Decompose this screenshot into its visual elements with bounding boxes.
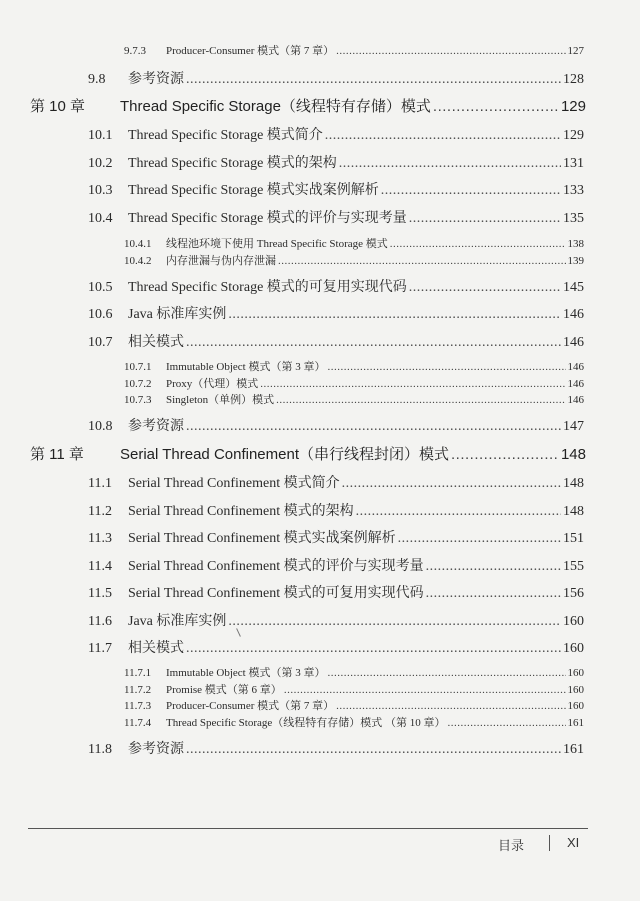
chapter-number: 第 10 章 <box>30 98 86 115</box>
entry-page: 131 <box>563 156 584 171</box>
chapter-title: Serial Thread Confinement（串行线程封闭）模式 <box>120 446 449 463</box>
entry-number: 10.5 <box>88 280 113 295</box>
leader-dots <box>327 667 565 679</box>
toc-entry <box>88 331 584 351</box>
toc-entry <box>88 179 584 199</box>
entry-page: 146 <box>567 361 584 373</box>
entry-title: Serial Thread Confinement 模式简介 <box>128 476 340 491</box>
entry-title: Thread Specific Storage 模式的可复用实现代码 <box>128 280 407 295</box>
entry-title: Thread Specific Storage 模式实战案例解析 <box>128 183 379 198</box>
entry-page: 139 <box>567 255 584 267</box>
leader-dots <box>327 361 565 373</box>
entry-number: 10.4 <box>88 211 113 226</box>
entry-number: 10.7.2 <box>124 378 152 390</box>
entry-number: 10.3 <box>88 183 113 198</box>
entry-page: 156 <box>563 586 584 601</box>
entry-page: 127 <box>567 45 584 57</box>
entry-page: 146 <box>563 335 584 350</box>
entry-number: 10.8 <box>88 419 113 434</box>
chapter-number: 第 11 章 <box>30 446 84 463</box>
entry-number: 9.7.3 <box>124 45 146 57</box>
footer-page-number: XI <box>567 835 580 850</box>
entry-title: 参考资源 <box>128 419 184 434</box>
entry-title: 参考资源 <box>128 72 184 87</box>
entry-title: Thread Specific Storage 模式的评价与实现考量 <box>128 211 407 226</box>
toc-entry <box>124 681 584 697</box>
entry-number: 10.7.1 <box>124 361 152 373</box>
entry-number: 11.3 <box>88 531 112 546</box>
entry-number: 11.1 <box>88 476 112 491</box>
entry-page: 138 <box>567 238 584 250</box>
leader-dots <box>409 211 561 227</box>
entry-page: 151 <box>563 531 584 546</box>
entry-number: 11.7.3 <box>124 700 152 712</box>
entry-title: Serial Thread Confinement 模式的架构 <box>128 504 354 519</box>
leader-dots <box>342 476 561 492</box>
leader-dots <box>186 742 561 758</box>
entry-title: Thread Specific Storage（线程特有存储）模式 （第 10 章） <box>166 717 446 729</box>
entry-number: 11.7.4 <box>124 717 152 729</box>
leader-dots <box>448 717 566 729</box>
entry-title: Thread Specific Storage 模式的架构 <box>128 156 337 171</box>
leader-dots <box>390 238 566 250</box>
toc-chapter <box>30 443 586 464</box>
toc-entry <box>124 375 584 391</box>
entry-page: 148 <box>563 504 584 519</box>
entry-number: 9.8 <box>88 72 106 87</box>
leader-dots <box>228 307 561 323</box>
entry-page: 160 <box>567 667 584 679</box>
footer-separator <box>549 835 550 851</box>
toc-entry <box>88 610 584 630</box>
entry-page: 155 <box>563 559 584 574</box>
entry-number: 10.4.1 <box>124 238 152 250</box>
toc-entry <box>88 415 584 435</box>
toc-entry <box>124 664 584 680</box>
entry-title: Immutable Object 模式（第 3 章） <box>166 361 326 373</box>
toc-entry <box>88 582 584 602</box>
entry-page: 135 <box>563 211 584 226</box>
entry-title: Java 标准库实例 <box>128 614 227 629</box>
leader-dots <box>426 559 561 575</box>
toc-entry <box>124 358 584 374</box>
entry-number: 10.4.2 <box>124 255 152 267</box>
toc-entry <box>88 637 584 657</box>
entry-title: Promise 模式（第 6 章） <box>166 684 282 696</box>
toc-entry <box>88 527 584 547</box>
leader-dots <box>186 419 561 435</box>
leader-dots <box>339 156 561 172</box>
entry-title: 相关模式 <box>128 335 184 350</box>
toc-chapter <box>30 95 586 116</box>
entry-title: Proxy（代理）模式 <box>166 378 259 390</box>
entry-number: 10.7.3 <box>124 394 152 406</box>
leader-dots <box>325 128 561 144</box>
entry-title: Producer-Consumer 模式（第 7 章） <box>166 45 335 57</box>
toc-entry <box>88 276 584 296</box>
leader-dots <box>186 335 561 351</box>
chapter-page: 129 <box>560 98 586 115</box>
leader-dots <box>336 45 565 57</box>
entry-title: 相关模式 <box>128 641 184 656</box>
chapter-page: 148 <box>560 446 586 463</box>
entry-number: 11.7.1 <box>124 667 152 679</box>
entry-title: Serial Thread Confinement 模式的评价与实现考量 <box>128 559 424 574</box>
entry-page: 160 <box>567 684 584 696</box>
entry-number: 11.5 <box>88 586 112 601</box>
entry-title: Singleton（单例）模式 <box>166 394 275 406</box>
toc-entry <box>88 152 584 172</box>
entry-page: 147 <box>563 419 584 434</box>
leader-dots <box>186 72 561 88</box>
entry-page: 161 <box>563 742 584 757</box>
entry-page: 128 <box>563 72 584 87</box>
entry-page: 129 <box>563 128 584 143</box>
entry-page: 146 <box>567 378 584 390</box>
toc-entry <box>124 391 584 407</box>
toc-entry <box>88 555 584 575</box>
entry-page: 160 <box>563 641 584 656</box>
leader-dots <box>228 614 561 630</box>
entry-page: 133 <box>563 183 584 198</box>
entry-number: 11.8 <box>88 742 112 757</box>
toc-entry <box>124 252 584 268</box>
entry-title: Thread Specific Storage 模式简介 <box>128 128 323 143</box>
entry-page: 148 <box>563 476 584 491</box>
leader-dots <box>409 280 561 296</box>
entry-number: 11.4 <box>88 559 112 574</box>
entry-number: 11.7.2 <box>124 684 152 696</box>
chapter-title: Thread Specific Storage（线程特有存储）模式 <box>120 98 431 115</box>
leader-dots <box>381 183 561 199</box>
toc-entry <box>88 303 584 323</box>
toc-entry <box>88 472 584 492</box>
entry-page: 145 <box>563 280 584 295</box>
entry-title: Producer-Consumer 模式（第 7 章） <box>166 700 335 712</box>
entry-number: 10.6 <box>88 307 113 322</box>
entry-title: Java 标准库实例 <box>128 307 227 322</box>
entry-title: 参考资源 <box>128 742 184 757</box>
leader-dots <box>398 531 561 547</box>
leader-dots <box>276 394 565 406</box>
footer-label: 目录 <box>498 838 525 853</box>
toc-entry <box>88 500 584 520</box>
leader-dots <box>356 504 561 520</box>
leader-dots <box>336 700 565 712</box>
toc-entry <box>88 738 584 758</box>
toc-entry <box>124 714 584 730</box>
entry-title: Immutable Object 模式（第 3 章） <box>166 667 326 679</box>
toc-entry <box>88 124 584 144</box>
entry-number: 10.1 <box>88 128 113 143</box>
entry-title: 内存泄漏与伪内存泄漏 <box>166 255 276 267</box>
leader-dots <box>433 98 559 115</box>
entry-page: 161 <box>567 717 584 729</box>
leader-dots <box>260 378 565 390</box>
toc-entry <box>88 207 584 227</box>
entry-number: 11.6 <box>88 614 112 629</box>
entry-page: 160 <box>567 700 584 712</box>
leader-dots <box>284 684 566 696</box>
toc-entry <box>124 697 584 713</box>
toc-entry <box>124 42 584 58</box>
leader-dots <box>186 641 561 657</box>
entry-title: Serial Thread Confinement 模式实战案例解析 <box>128 531 396 546</box>
entry-title: 线程池环境下使用 Thread Specific Storage 模式 <box>166 238 388 250</box>
leader-dots <box>451 446 559 463</box>
entry-number: 11.7 <box>88 641 112 656</box>
entry-page: 160 <box>563 614 584 629</box>
leader-dots <box>278 255 566 267</box>
entry-number: 11.2 <box>88 504 112 519</box>
entry-number: 10.7 <box>88 335 113 350</box>
footer-rule <box>28 828 588 829</box>
toc-entry <box>88 68 584 88</box>
entry-page: 146 <box>563 307 584 322</box>
entry-title: Serial Thread Confinement 模式的可复用实现代码 <box>128 586 424 601</box>
entry-number: 10.2 <box>88 156 113 171</box>
leader-dots <box>426 586 561 602</box>
entry-page: 146 <box>567 394 584 406</box>
toc-entry <box>124 235 584 251</box>
